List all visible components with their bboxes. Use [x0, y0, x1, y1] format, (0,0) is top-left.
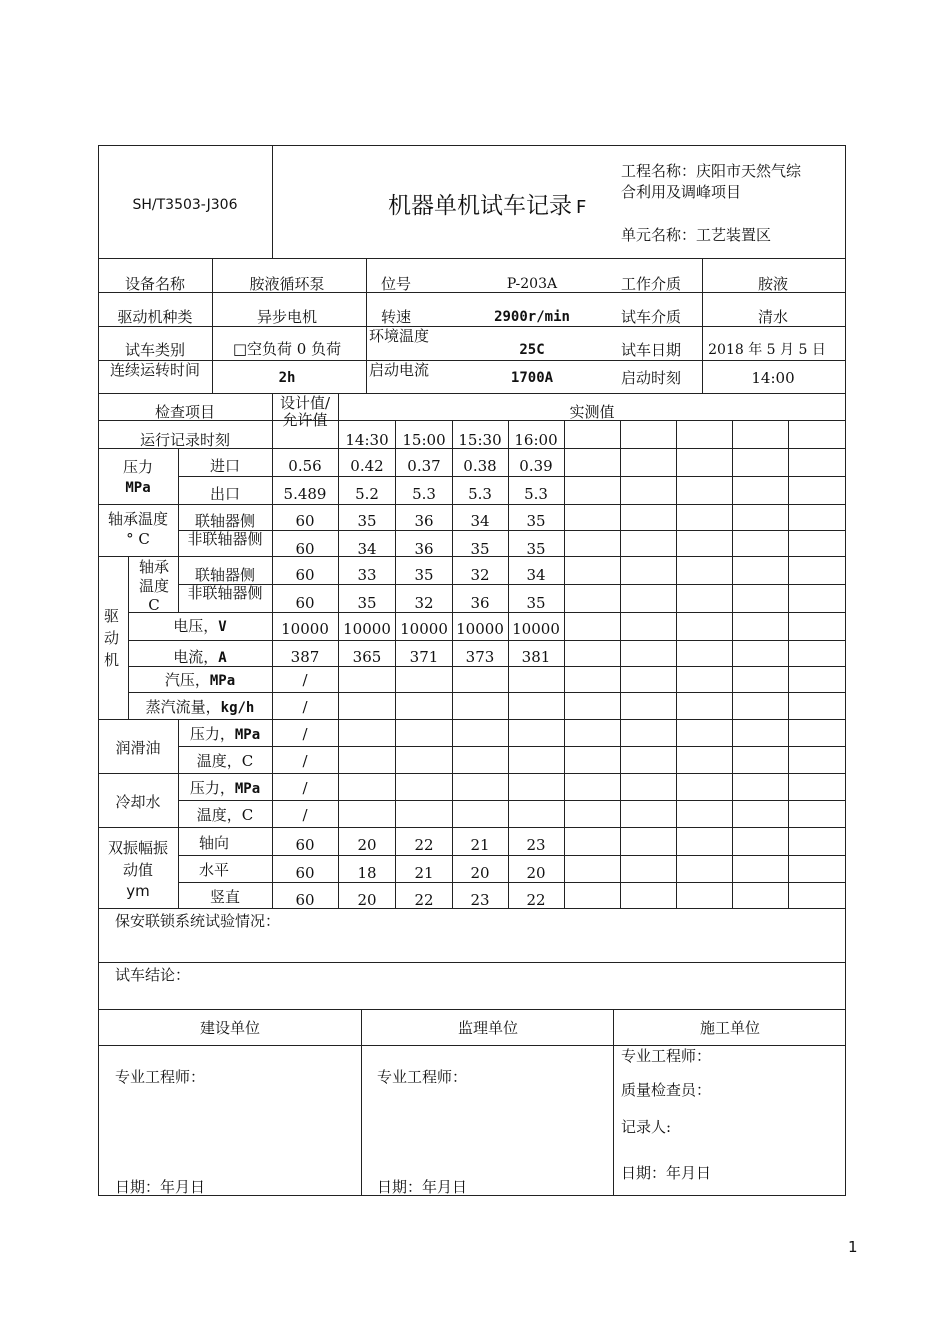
value-vertical-2: 22: [414, 891, 434, 909]
unit-value: 工艺装置区: [696, 226, 772, 244]
outlet-label: 出口: [209, 485, 241, 503]
lube-oil-label: 润滑油: [115, 739, 161, 757]
value-bt-coupling-0: 60: [295, 512, 315, 530]
speed-label: 转速: [381, 308, 412, 326]
project-line1: 庆阳市天然气综: [696, 162, 802, 180]
header-bottom: [98, 258, 846, 259]
info-col-3: [702, 258, 703, 393]
value-bt-coupling-2: 36: [414, 512, 434, 530]
value-dr-coupling-1: 33: [357, 566, 377, 584]
cool-temp-design: /: [302, 806, 308, 824]
value-axial-0: 60: [295, 836, 315, 854]
grid-v-t6: [676, 420, 677, 908]
grid-v-t8: [788, 420, 789, 908]
steam-pressure-label: [165, 671, 235, 690]
grid-h-9: [128, 640, 846, 641]
info-line-1: [98, 292, 846, 293]
current-label: [173, 648, 226, 667]
footer-bottom: [98, 1195, 846, 1196]
form-code: SH/T3503-J306: [132, 197, 238, 213]
grid-h-18: [178, 882, 846, 883]
steam-flow-unit: kg/h: [220, 700, 255, 716]
steam-pressure-text: 汽压，: [164, 671, 210, 689]
test-type-label: 试车类别: [124, 341, 186, 359]
form-title: [388, 192, 586, 222]
grid-v-design: [338, 393, 339, 908]
info-line-2: [98, 326, 846, 327]
value-dr-noncoup-4: 35: [526, 594, 546, 612]
project-label: 工程名称：: [621, 162, 697, 180]
form-title-suffix: F: [576, 197, 587, 218]
value-axial-1: 20: [357, 836, 377, 854]
value-current-0: 387: [290, 648, 320, 666]
project-line2: 合利用及调峰项目: [621, 183, 742, 201]
bt-coupling-label: 联轴器侧: [194, 512, 256, 530]
conclusion-label: 试车结论：: [115, 966, 191, 984]
voltage-label-text: 电压，: [173, 617, 219, 635]
pressure-group-unit: MPa: [125, 480, 151, 496]
start-current: 1700A: [510, 370, 554, 386]
value-current-3: 373: [465, 648, 495, 666]
interlock-label: 保安联锁系统试验情况：: [115, 912, 281, 930]
value-bt-coupling-3: 34: [470, 512, 490, 530]
bearing-temp-label: 轴承温度: [107, 510, 169, 528]
grid-h-10: [128, 666, 846, 667]
grid-v-t3: [508, 420, 509, 908]
owner-engineer: 专业工程师：: [115, 1068, 206, 1086]
design-value-header: 设计值/允许值: [279, 395, 331, 429]
value-voltage-2: 10000: [400, 620, 448, 638]
value-vertical-3: 23: [470, 891, 490, 909]
dr-noncoupling-label: 非联轴器侧: [187, 585, 263, 602]
continuous-time: 2h: [278, 370, 296, 386]
speed-value: 2900r/min: [494, 309, 570, 325]
value-axial-4: 23: [526, 836, 546, 854]
cool-pressure-label: [190, 779, 260, 798]
working-medium-label: 工作介质: [621, 275, 682, 293]
value-bt-coupling-1: 35: [357, 512, 377, 530]
value-vertical-4: 22: [526, 891, 546, 909]
page-number: 1: [848, 1238, 858, 1256]
time-1: 14:30: [345, 431, 389, 449]
continuous-time-label: 连续运转时间: [109, 362, 200, 379]
grid-v-t7: [732, 420, 733, 908]
border-left: [98, 145, 99, 1196]
value-inlet-2: 0.37: [407, 457, 441, 475]
supervisor-unit: 监理单位: [457, 1019, 519, 1037]
value-outlet-3: 5.3: [468, 485, 492, 503]
value-outlet-0: 5.489: [283, 485, 327, 503]
value-dr-noncoup-2: 32: [414, 594, 434, 612]
bearing-temp-unit: ° C: [126, 530, 150, 548]
value-bt-noncoup-1: 34: [357, 540, 377, 558]
bt-noncoupling-label: 非联轴器侧: [187, 531, 263, 548]
footer-line-2: [98, 1009, 846, 1010]
equipment-name: 胺液循环泵: [249, 275, 325, 293]
start-time-label: 启动时刻: [621, 369, 682, 387]
inlet-label: 进口: [209, 457, 241, 475]
grid-v-driver: [128, 556, 129, 719]
axial-label: 轴向: [198, 834, 230, 852]
grid-v-label: [272, 393, 273, 908]
constructor-unit: 施工单位: [699, 1019, 761, 1037]
grid-v-t4: [564, 420, 565, 908]
grid-v-t5: [620, 420, 621, 908]
cool-pressure-design: /: [302, 779, 308, 797]
footer-col-2: [613, 1009, 614, 1195]
test-medium: 清水: [757, 308, 789, 326]
value-dr-noncoup-3: 36: [470, 594, 490, 612]
grid-h-16: [98, 827, 846, 828]
constructor-inspector: 质量检查员：: [621, 1081, 712, 1099]
lube-temp-design: /: [302, 752, 308, 770]
grid-h-15: [178, 800, 846, 801]
driver-bearing-label: 轴承温度C: [138, 558, 169, 611]
constructor-recorder: 记录人:: [621, 1118, 672, 1136]
pressure-group-label: 压力: [122, 458, 154, 476]
test-medium-label: 试车介质: [621, 308, 682, 326]
position-label: 位号: [381, 275, 412, 293]
grid-h-7: [178, 584, 846, 585]
constructor-date: 日期：年月日: [621, 1164, 712, 1182]
value-axial-2: 22: [414, 836, 434, 854]
lube-temp-label: 温度，C: [196, 752, 254, 770]
value-dr-noncoup-0: 60: [295, 594, 315, 612]
time-4: 16:00: [514, 431, 558, 449]
value-voltage-0: 10000: [281, 620, 329, 638]
grid-v-t2: [452, 420, 453, 908]
run-time-label: 运行记录时刻: [139, 431, 231, 449]
unit-label: 单元名称：: [621, 226, 697, 244]
test-type: □空负荷 0 负荷: [232, 340, 342, 358]
value-current-4: 381: [521, 648, 551, 666]
check-item-header: 检查项目: [154, 403, 216, 421]
unit-name: [621, 226, 771, 244]
cool-pressure-unit: MPa: [234, 781, 261, 797]
value-outlet-1: 5.2: [355, 485, 379, 503]
steam-flow-design: /: [302, 698, 308, 716]
value-bt-noncoup-4: 35: [526, 540, 546, 558]
lube-pressure-text: 压力，: [189, 725, 235, 743]
start-current-label: 启动电流: [369, 362, 430, 379]
value-vertical-0: 60: [295, 891, 315, 909]
lube-pressure-design: /: [302, 725, 308, 743]
time-2: 15:00: [402, 431, 446, 449]
project-name: [621, 162, 801, 180]
supervisor-engineer: 专业工程师：: [377, 1068, 468, 1086]
grid-v-group-2: [178, 719, 179, 908]
grid-h-11: [128, 692, 846, 693]
border-right: [845, 145, 846, 1196]
value-bt-noncoup-3: 35: [470, 540, 490, 558]
footer-col-1: [361, 1009, 362, 1195]
steam-flow-label: [146, 698, 255, 717]
cooling-water-label: 冷却水: [115, 793, 161, 811]
time-3: 15:30: [458, 431, 502, 449]
header-divider: [272, 145, 273, 258]
value-outlet-4: 5.3: [524, 485, 548, 503]
vibration-label-1: 双振幅振: [107, 839, 169, 857]
grid-h-14: [98, 773, 846, 774]
driver-type: 异步电机: [256, 308, 318, 326]
equipment-name-label: 设备名称: [124, 275, 186, 293]
cool-pressure-text: 压力，: [189, 779, 235, 797]
current-unit: A: [218, 650, 227, 666]
vibration-unit: ym: [126, 882, 150, 900]
grid-h-17: [178, 855, 846, 856]
value-bt-coupling-4: 35: [526, 512, 546, 530]
driver-type-label: 驱动机种类: [117, 308, 193, 326]
grid-v-group: [178, 448, 179, 556]
driver-group-label: 驱动机: [104, 607, 120, 669]
info-line-4: [98, 393, 846, 394]
dr-coupling-label: 联轴器侧: [194, 566, 256, 584]
steam-flow-text: 蒸汽流量，: [145, 698, 221, 716]
grid-h-4: [98, 504, 846, 505]
value-voltage-1: 10000: [343, 620, 391, 638]
grid-h-8: [128, 612, 846, 613]
owner-date: 日期：年月日: [115, 1178, 206, 1196]
info-col-1: [212, 258, 213, 393]
value-voltage-4: 10000: [512, 620, 560, 638]
value-dr-coupling-4: 34: [526, 566, 546, 584]
value-current-2: 371: [409, 648, 439, 666]
constructor-engineer: 专业工程师：: [621, 1047, 712, 1065]
supervisor-date: 日期：年月日: [377, 1178, 468, 1196]
value-bt-noncoup-2: 36: [414, 540, 434, 558]
steam-pressure-design: /: [302, 671, 308, 689]
value-inlet-3: 0.38: [463, 457, 497, 475]
value-voltage-3: 10000: [456, 620, 504, 638]
vertical-label: 竖直: [209, 888, 241, 906]
value-dr-coupling-0: 60: [295, 566, 315, 584]
value-inlet-4: 0.39: [519, 457, 553, 475]
value-inlet-0: 0.56: [288, 457, 322, 475]
value-dr-coupling-2: 35: [414, 566, 434, 584]
measured-header: 实测值: [569, 403, 615, 421]
value-axial-3: 21: [470, 836, 490, 854]
value-horizontal-2: 21: [414, 864, 434, 882]
info-line-3: [98, 360, 846, 361]
steam-pressure-unit: MPa: [209, 673, 236, 689]
info-col-2: [366, 258, 367, 393]
lube-pressure-label: [190, 725, 260, 744]
cool-temp-label: 温度，C: [196, 806, 254, 824]
vibration-label-2: 动值: [122, 861, 154, 879]
test-date: 2018 年 5 月 5 日: [708, 342, 826, 358]
value-bt-noncoup-0: 60: [295, 540, 315, 558]
footer-line-1: [98, 962, 846, 963]
value-dr-noncoup-1: 35: [357, 594, 377, 612]
grid-h-3: [178, 476, 846, 477]
form-title-text: 机器单机试车记录: [388, 193, 572, 219]
grid-h-12: [98, 719, 846, 720]
working-medium: 胺液: [757, 275, 789, 293]
horizontal-label: 水平: [198, 861, 230, 879]
grid-h-13: [178, 746, 846, 747]
value-outlet-2: 5.3: [412, 485, 436, 503]
value-dr-coupling-3: 32: [470, 566, 490, 584]
position-value: P-203A: [506, 276, 558, 292]
border-top: [98, 145, 846, 146]
value-inlet-1: 0.42: [350, 457, 384, 475]
voltage-unit: V: [218, 619, 227, 635]
test-date-label: 试车日期: [621, 341, 682, 359]
voltage-label: [173, 617, 226, 636]
ambient-temp-label: 环境温度: [369, 328, 430, 345]
footer-line-3: [98, 1045, 846, 1046]
current-label-text: 电流，: [173, 648, 219, 666]
value-horizontal-4: 20: [526, 864, 546, 882]
grid-v-driver-sub: [178, 556, 179, 612]
value-vertical-1: 20: [357, 891, 377, 909]
value-horizontal-0: 60: [295, 864, 315, 882]
value-horizontal-3: 20: [470, 864, 490, 882]
value-current-1: 365: [352, 648, 382, 666]
lube-pressure-unit: MPa: [234, 727, 261, 743]
grid-v-t1: [395, 420, 396, 908]
ambient-temp: 25C: [519, 342, 545, 358]
owner-unit: 建设单位: [199, 1019, 261, 1037]
start-time: 14:00: [751, 369, 795, 387]
value-horizontal-1: 18: [357, 864, 377, 882]
grid-h-5: [178, 530, 846, 531]
